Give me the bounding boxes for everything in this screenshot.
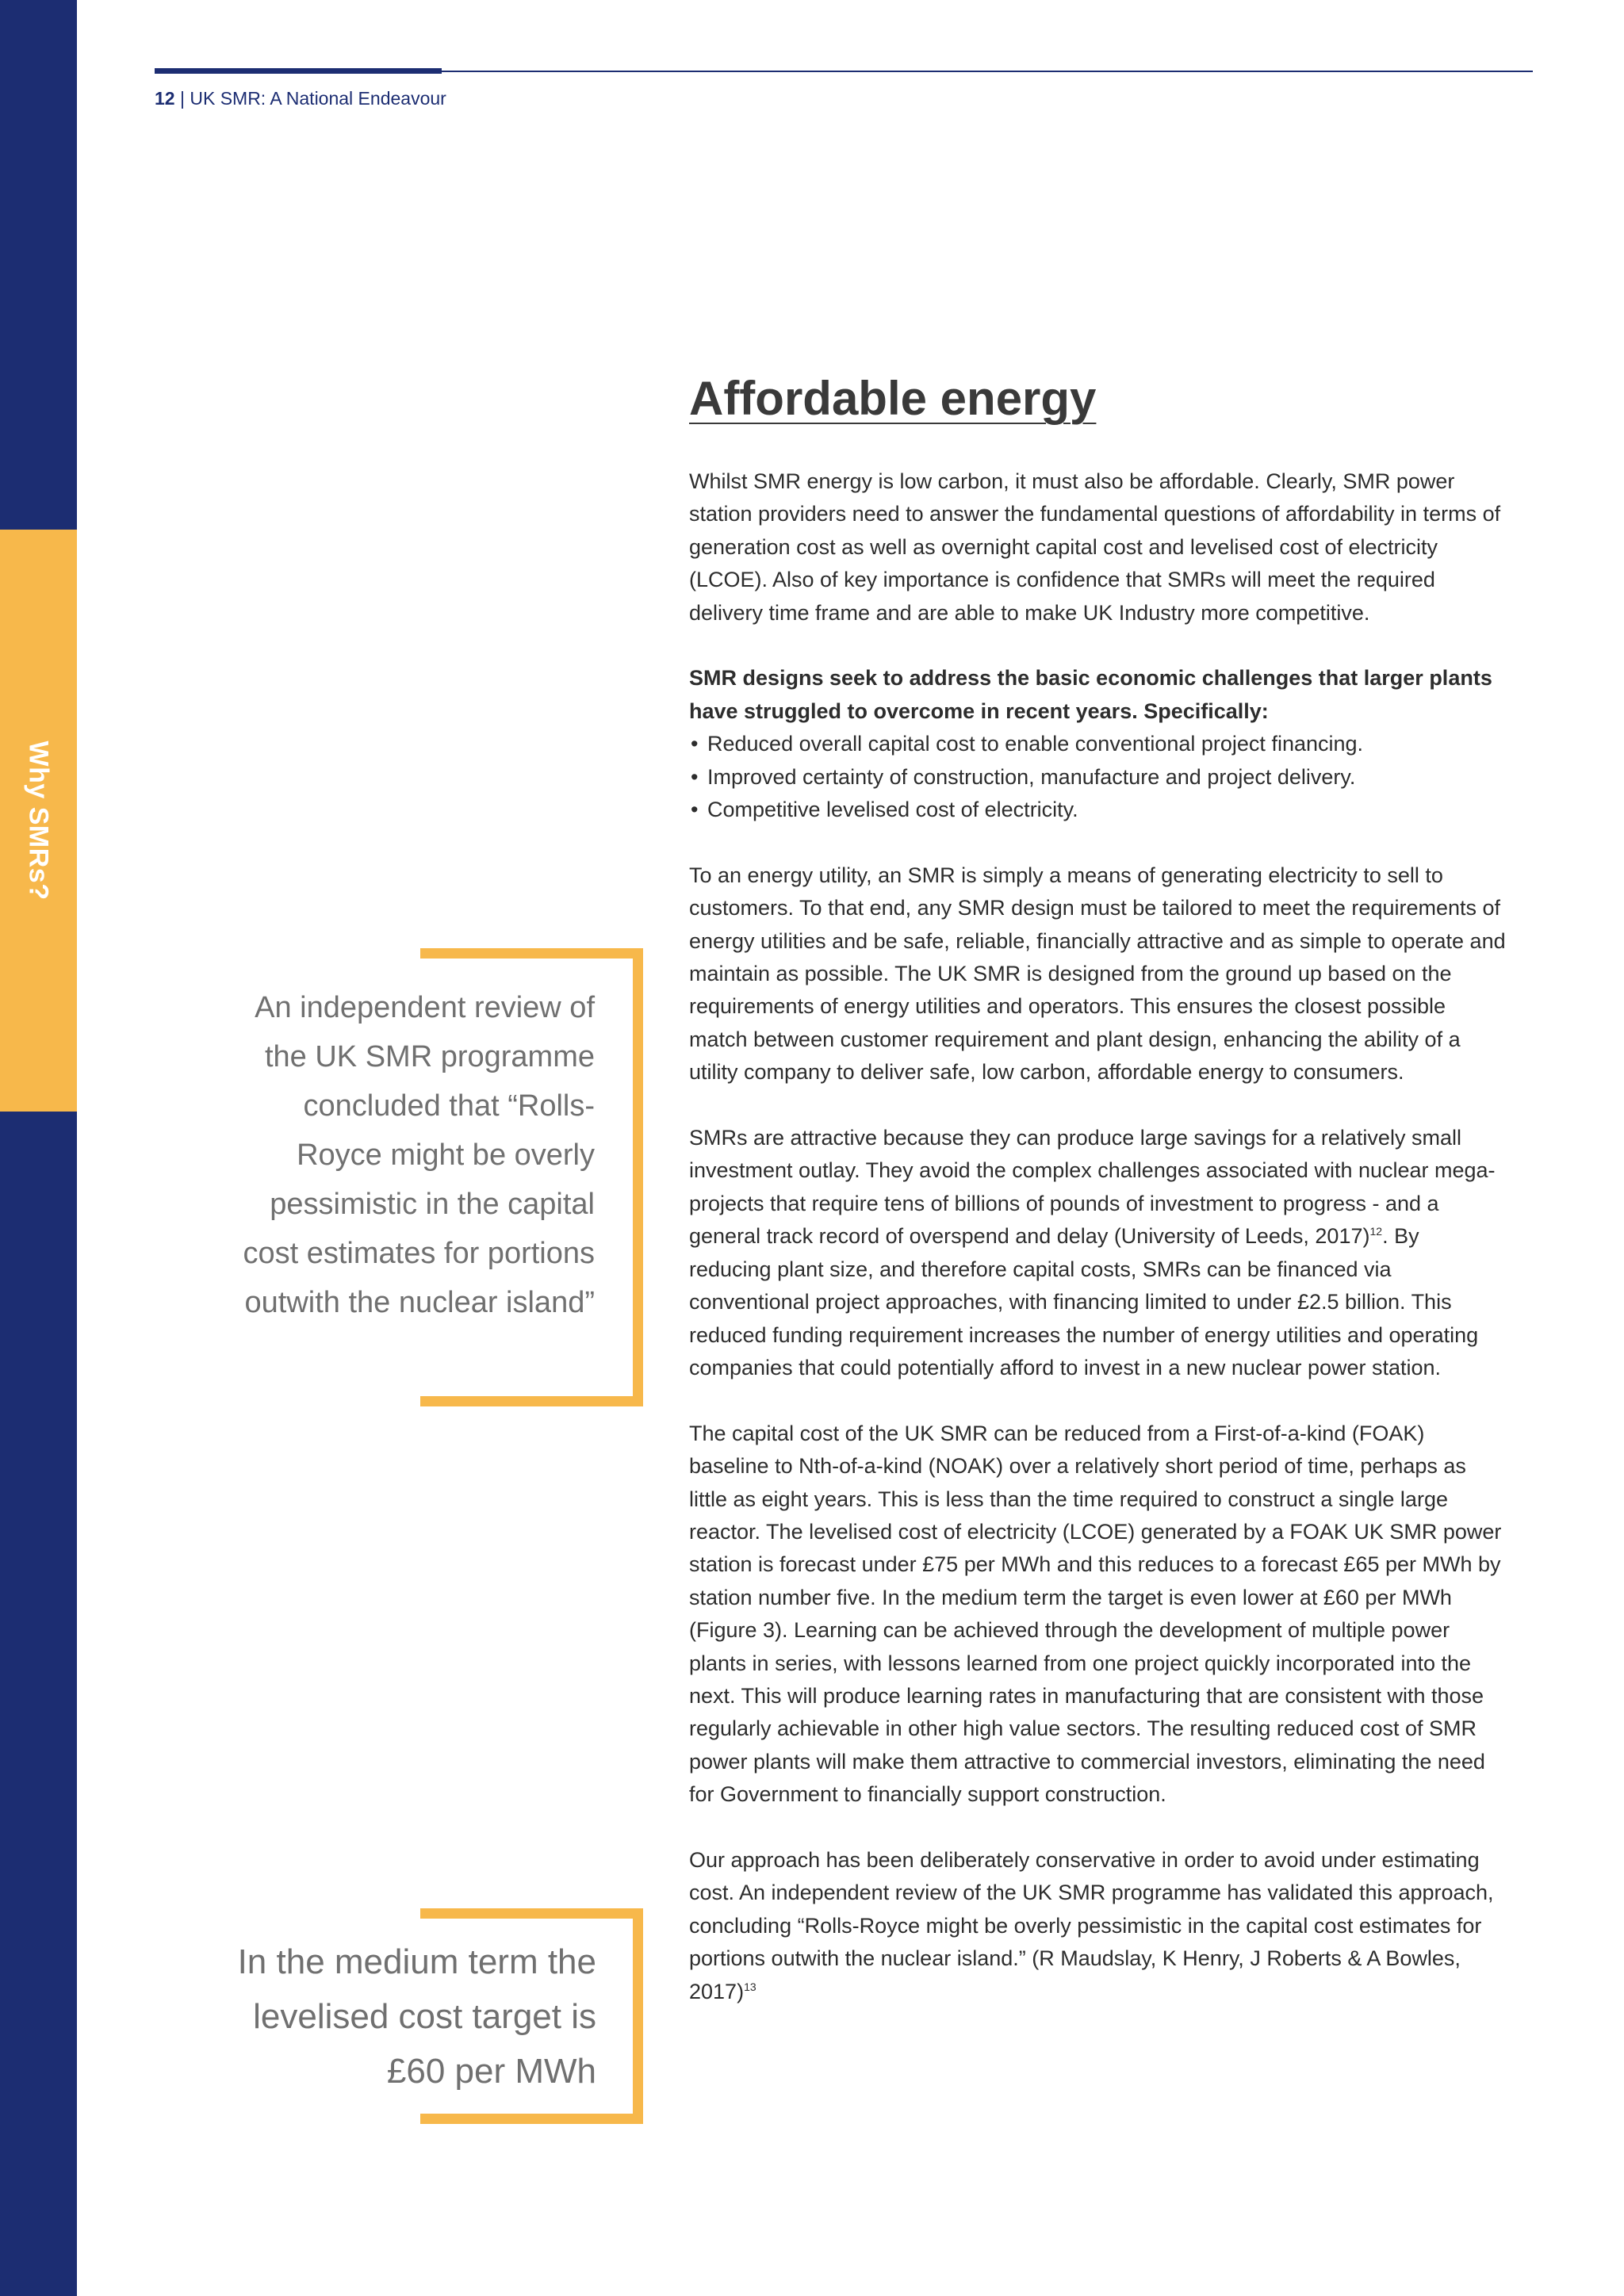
paragraph-approach (689, 1844, 1506, 2008)
footnote-ref[interactable]: 13 (744, 1980, 756, 1993)
page-number: 12 (155, 88, 175, 109)
pullquote-lcoe-target: In the medium term the levelised cost target is £60 per MWh (237, 1942, 596, 2091)
list-item: • Reduced overall capital cost to enable conventional project financing. (689, 728, 1506, 760)
footnote-ref[interactable]: 12 (1369, 1225, 1383, 1238)
paragraph-capital-cost: The capital cost of the UK SMR can be reduced from a First-of-a-kind (FOAK) baseline to Nth-of-a-kind (NOAK) over a relatively short period of time, perhaps as little as eight years. This is less than the time required to construct a single large reactor. The levelised cost of electricity (LCOE) generated by a FOAK UK SMR power station is forecast under £75 per MWh and this reduces to a forecast £65 per MWh by station number five. In the medium term the target is even lower at £60 per MWh (Figure 3). Learning can be achieved through the development of multiple power plants in series, with lessons learned from one project quickly incorporated into the next. This will produce learning rates in manufacturing that are consistent with those regularly achievable in other high value sectors. The resulting reduced cost of SMR power plants will make them attractive to commercial investors, eliminating the need for Government to financially support construction. (689, 1421, 1502, 1807)
doc-title: UK SMR: A National Endeavour (190, 88, 446, 109)
paragraph-approach-text: Our approach has been deliberately conservative in order to avoid under estimating cost. An independent review of the UK SMR programme has validated this approach, concluding “Rolls-Royce might be overly pessimistic in the capital cost estimates for portions outwith the nuclear island.” (R Maudslay, K Henry, J Roberts & A Bowles, 2017) (689, 1847, 1494, 2003)
paragraph-savings (689, 1122, 1506, 1384)
paragraph-challenges-lead: SMR designs seek to address the basic economic challenges that larger plants have struggled to overcome in recent years. Specifically: (689, 666, 1492, 723)
paragraph-savings-part2: . By reducing plant size, and therefore capital costs, SMRs can be financed via conventional project approaches, with financing limited to under £2.5 billion. This reduced funding requirement increases the number of energy utilities and operating companies that could potentially afford to invest in a new nuclear power station. (689, 1224, 1479, 1380)
pullquote-review: An independent review of the UK SMR programme concluded that “Rolls-Royce might be overly pessimistic in the capital cost estimates for portions outwith the nuclear island” (243, 991, 595, 1319)
section-tab-label: Why SMRs? (23, 740, 54, 901)
page-title: Affordable energy (689, 372, 1097, 426)
header-separator: | (174, 88, 190, 109)
running-header (155, 88, 446, 109)
side-bar (0, 0, 77, 2296)
paragraph-utility: To an energy utility, an SMR is simply a means of generating electricity to sell to customers. To that end, any SMR design must be tailored to meet the requirements of energy utilities and be safe, reliable, financially attractive and as simple to operate and maintain as possible. The UK SMR is designed from the ground up based on the requirements of energy utilities and operators. This ensures the closest possible match between customer requirement and plant design, enhancing the ability of a utility company to deliver safe, low carbon, affordable energy to consumers. (689, 863, 1506, 1085)
paragraph-savings-part1: SMRs are attractive because they can produce large savings for a relatively small investment outlay. They avoid the complex challenges associated with nuclear mega-projects that require tens of billions of pounds of investment to progress - and a general track record of overspend and delay (University of Leeds, 2017) (689, 1126, 1496, 1249)
list-item: • Improved certainty of construction, manufacture and project delivery. (689, 761, 1506, 794)
paragraph-intro: Whilst SMR energy is low carbon, it must also be affordable. Clearly, SMR power station providers need to answer the fundamental questions of affordability in terms of generation cost as well as overnight capital cost and levelised cost of electricity (LCOE). Also of key importance is confidence that SMRs will meet the required delivery time frame and are able to make UK Industry more competitive. (689, 469, 1501, 625)
list-item: • Competitive levelised cost of electricity. (689, 794, 1506, 826)
bullet-list (689, 728, 1506, 826)
header-rule-accent (155, 68, 442, 74)
article-body (689, 465, 1506, 2041)
